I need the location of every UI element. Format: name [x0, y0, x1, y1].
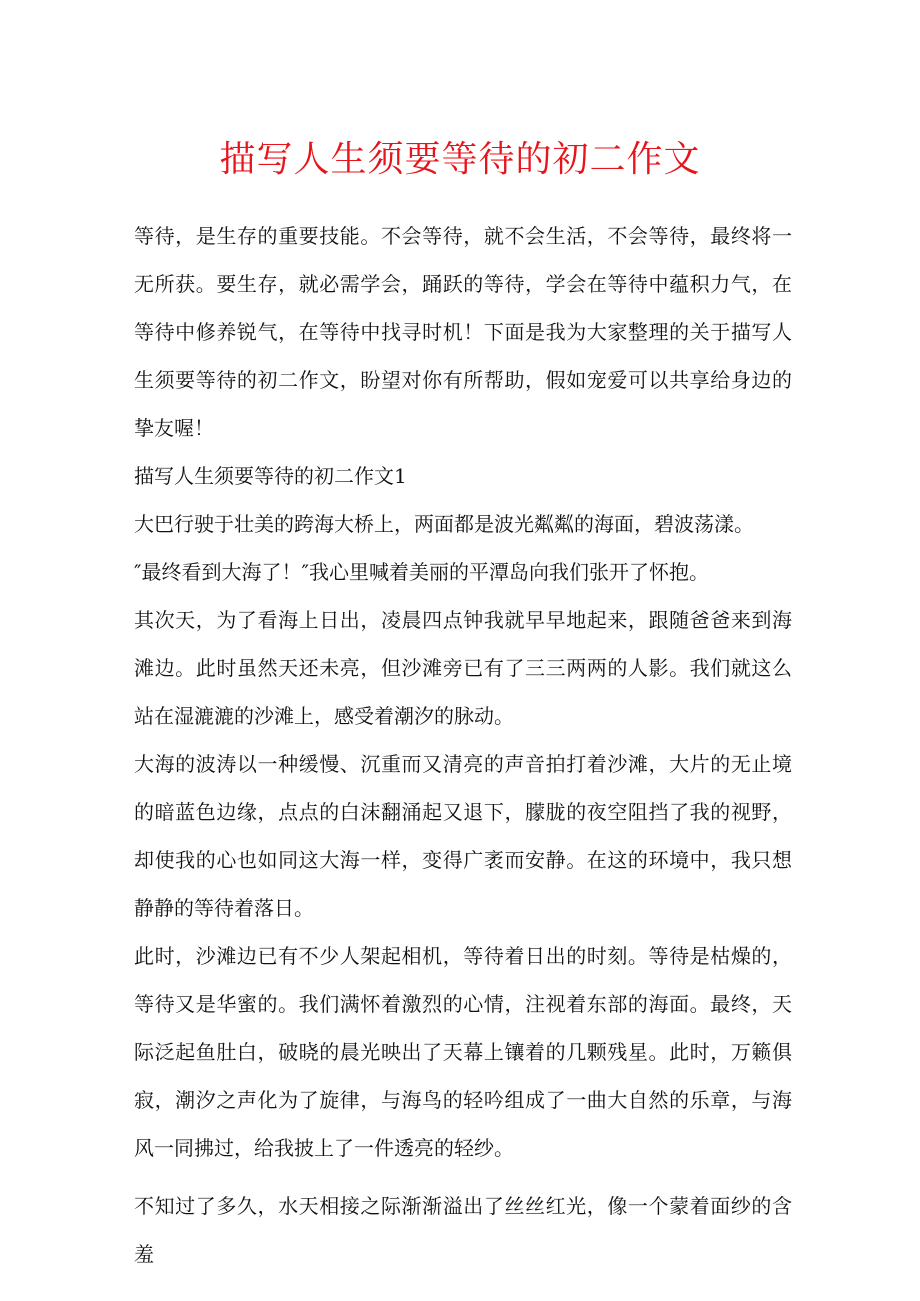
paragraph: 不知过了多久，水天相接之际渐渐溢出了丝丝红光，像一个蒙着面纱的含羞 [134, 1194, 792, 1266]
intro-paragraph: 等待，是生存的重要技能。不会等待，就不会生活，不会等待，最终将一无所获。要生存，就必需学会，踊跃的等待，学会在等待中蕴积力气，在等待中修养锐气，在等待中找寻时机！下面是我为大家整理的关于描写人生须要等待的初二作文，盼望对你有所帮助，假如宠爱可以共享给身边的挚友喔！ [134, 224, 792, 440]
section-heading: 描写人生须要等待的初二作文1 [134, 464, 407, 488]
paragraph: 大巴行驶于壮美的跨海大桥上，两面都是波光粼粼的海面，碧波荡漾。 [134, 512, 754, 536]
article-body [134, 212, 792, 1278]
paragraph: ″最终看到大海了！″我心里喊着美丽的平潭岛向我们张开了怀抱。 [134, 560, 709, 584]
paragraph: 大海的波涛以一种缓慢、沉重而又清亮的声音拍打着沙滩，大片的无止境的暗蓝色边缘，点点的白沫翻涌起又退下，朦胧的夜空阻挡了我的视野，却使我的心也如同这大海一样，变得广袤而安静。在这的环境中，我只想静静的等待着落日。 [134, 752, 792, 920]
page-title: 描写人生须要等待的初二作文 [219, 139, 701, 180]
paragraph: 其次天，为了看海上日出，凌晨四点钟我就早早地起来，跟随爸爸来到海滩边。此时虽然天还未亮，但沙滩旁已有了三三两两的人影。我们就这么站在湿漉漉的沙滩上，感受着潮汐的脉动。 [134, 608, 792, 728]
paragraph: 此时，沙滩边已有不少人架起相机，等待着日出的时刻。等待是枯燥的，等待又是华蜜的。我们满怀着激烈的心情，注视着东部的海面。最终，天际泛起鱼肚白，破晓的晨光映出了天幕上镶着的几颗残星。此时，万籁俱寂，潮汐之声化为了旋律，与海鸟的轻吟组成了一曲大自然的乐章，与海风一同拂过，给我披上了一件透亮的轻纱。 [134, 944, 792, 1160]
